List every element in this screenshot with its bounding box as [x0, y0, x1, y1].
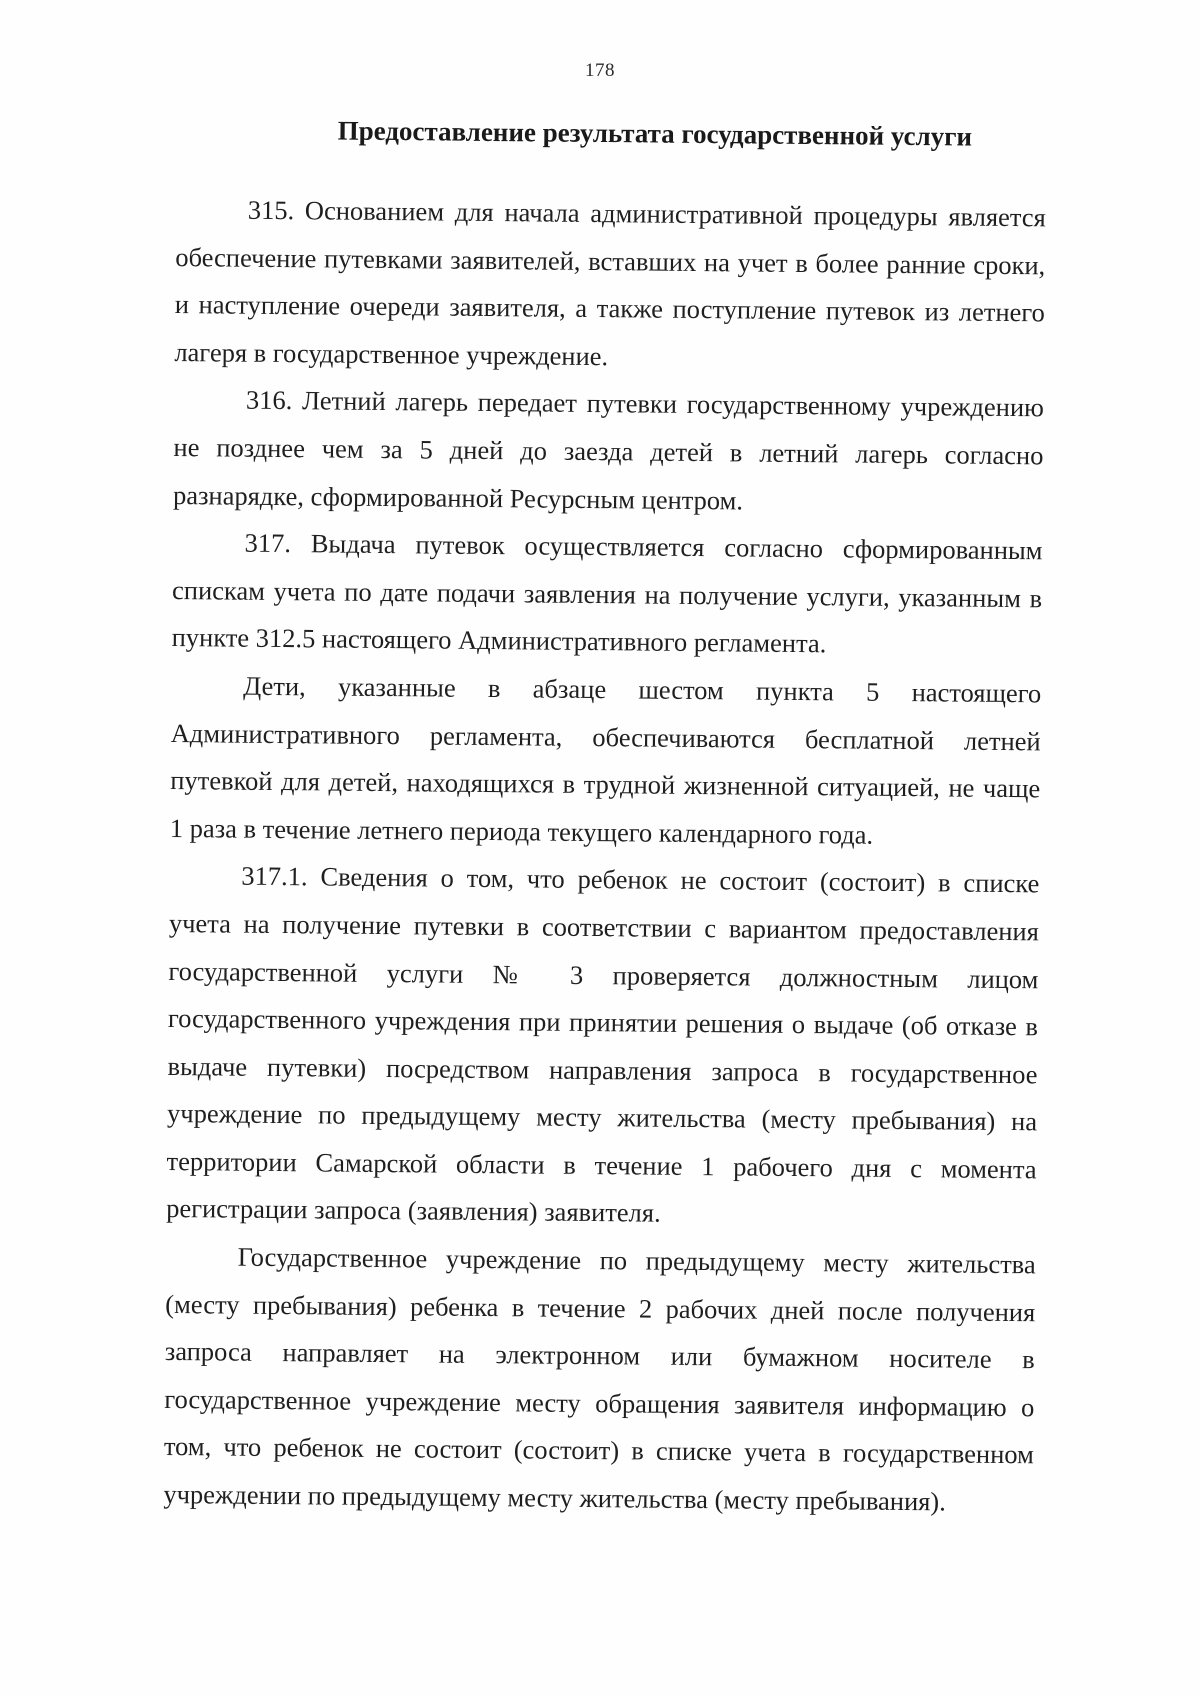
- paragraph-317-1: 317.1. Сведения о том, что ребенок не состоит (состоит) в списке учета на получение путевки в соответствии с вариантом предоставления государственной услуги № 3 проверяется должностным лицом государственного учреждения при принятии решения о выдаче (об отказе в выдаче путевки) посредством направления запроса в государственное учреждение по предыдущему месту жительства (месту пребывания) на территории Самарской области в течение 1 рабочего дня с момента регистрации запроса (заявления) заявителя.: [166, 860, 1040, 1229]
- document-body: [163, 186, 1046, 1527]
- paragraph-315: 315. Основанием для начала административной процедуры является обеспечение путевками заявителей, вставших на учет в более ранние сроки, и наступление очереди заявителя, а также поступление путевок из летнего лагеря в государственное учреждение.: [174, 194, 1046, 371]
- paragraph-316: 316. Летний лагерь передает путевки государственному учреждению не позднее чем за 5 дней до заезда детей в летний лагерь согласно разнарядке, сформированной Ресурсным центром.: [172, 385, 1045, 516]
- paragraph-317: 317. Выдача путевок осуществляется согласно сформированным спискам учета по дате подачи заявления на получение услуги, указанным в пункте 312.5 настоящего Административного регламента.: [171, 527, 1043, 659]
- paragraph-317-children: Дети, указанные в абзаце шестом пункта 5 настоящего Административного регламента, обеспечиваются бесплатной летней путевкой для детей, находящихся в трудной жизненной ситуацией, не чаще 1 раза в течение летнего периода текущего календарного года.: [169, 670, 1042, 850]
- paragraph-317-1-response: Государственное учреждение по предыдущему месту жительства (месту пребывания) ребенка в течение 2 рабочих дней после получения запроса направляет на электронном или бумажном носителе в государственное учреждение месту обращения заявителя информацию о том, что ребенок не состоит (состоит) в списке учета в государственном учреждении по предыдущему месту жительства (месту пребывания).: [163, 1241, 1036, 1517]
- section-heading: Предоставление результата государственной услуги: [337, 115, 973, 152]
- page-number: 178: [585, 60, 615, 81]
